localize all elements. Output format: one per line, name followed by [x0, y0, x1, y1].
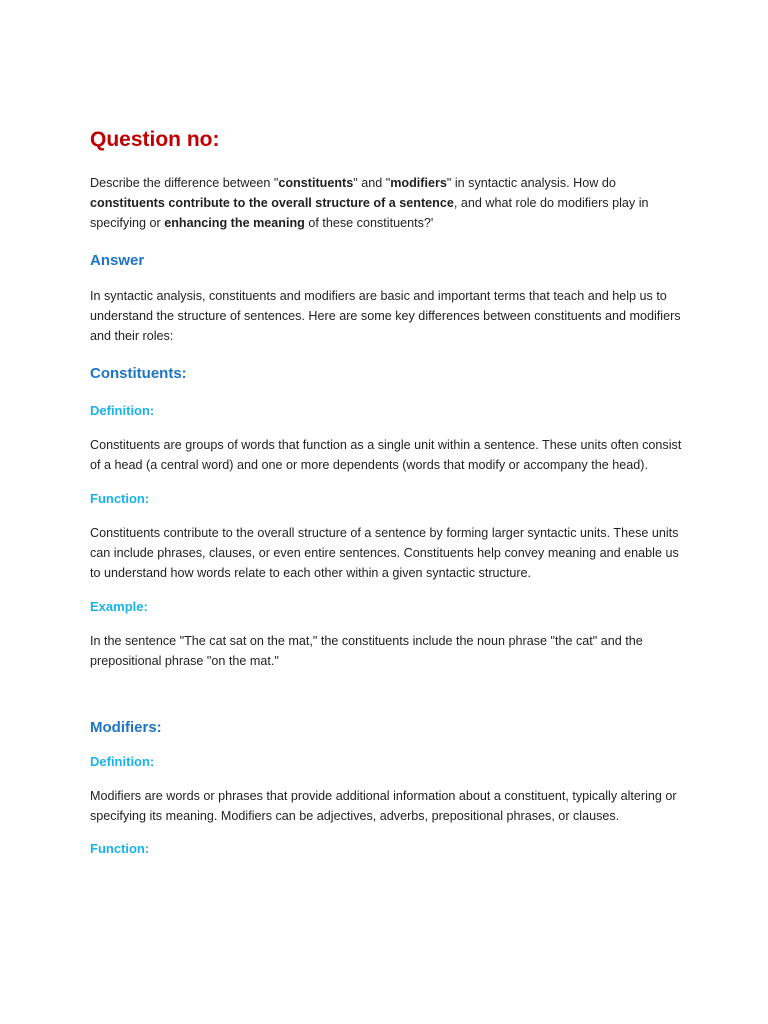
constituents-function-heading: Function: — [90, 491, 150, 506]
modifiers-heading: Modifiers: — [90, 719, 162, 736]
constituents-function-text: Constituents contribute to the overall structure of a sentence by forming larger syntactic units. These units can include phrases, clauses, or even entire sentences. Constituents help convey meaning and enable us to understand how words relate to each other within a given syntactic structure. — [90, 526, 679, 580]
question-text-run: of these constituents?' — [304, 216, 434, 230]
answer-heading: Answer — [90, 252, 145, 269]
question-text-bold-run: constituents — [278, 176, 354, 190]
question-text-run: Describe the difference between " — [90, 176, 279, 190]
question-text-bold-run: enhancing the meaning — [164, 216, 305, 230]
constituents-example-heading: Example: — [90, 599, 148, 614]
constituents-definition-heading: Definition: — [90, 403, 155, 418]
modifiers-definition-heading: Definition: — [90, 754, 155, 769]
modifiers-definition-text: Modifiers are words or phrases that provide additional information about a constituent, typically altering or specifying its meaning. Modifiers can be adjectives, adverbs, prepositional phrases, or clauses. — [90, 789, 677, 823]
question-text-run: " in syntactic analysis. How do — [446, 176, 616, 190]
answer-intro: In syntactic analysis, constituents and modifiers are basic and important terms that teach and help us to understand the structure of sentences. Here are some key differences between constituents and modifiers and their roles: — [90, 289, 681, 343]
question-text — [90, 173, 690, 233]
question-text-run: , and what role do modifiers play in specifying or — [90, 196, 649, 230]
document-page — [90, 126, 690, 858]
constituents-example-text: In the sentence "The cat sat on the mat," the constituents include the noun phrase "the cat" and the prepositional phrase "on the mat." — [90, 634, 643, 668]
question-text-run: " and " — [353, 176, 391, 190]
modifiers-function-heading: Function: — [90, 841, 150, 856]
constituents-heading: Constituents: — [90, 365, 187, 382]
question-text-bold-run: constituents contribute to the overall structure of a sentence — [90, 196, 454, 210]
question-title: Question no: — [90, 128, 220, 151]
question-text-bold-run: modifiers — [390, 176, 447, 190]
constituents-definition-text: Constituents are groups of words that function as a single unit within a sentence. These units often consist of a head (a central word) and one or more dependents (words that modify or accompany the head). — [90, 438, 682, 472]
